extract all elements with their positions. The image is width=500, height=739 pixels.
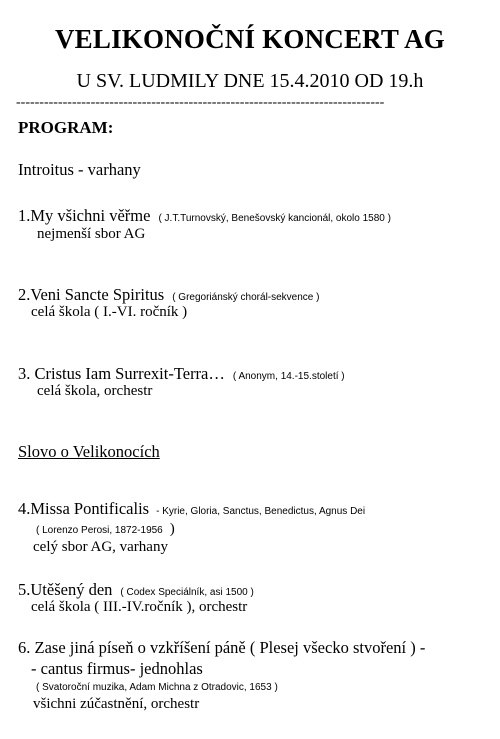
program-item-3 (18, 364, 345, 384)
item-title: 1.My všichni věřme (18, 206, 151, 225)
item-performers: celá škola, orchestr (37, 383, 153, 399)
item-performers: celá škola ( I.-VI. ročník ) (31, 304, 188, 320)
item-note: ( Lorenzo Perosi, 1872-1956 (36, 525, 163, 536)
item-note: ( Anonym, 14.-15.století ) (232, 371, 345, 382)
concert-date-venue: U SV. LUDMILY DNE 15.4.2010 OD 19.h (76, 70, 424, 92)
program-item-4 (18, 499, 365, 519)
item-note: - Kyrie, Gloria, Sanctus, Benedictus, Agnus Dei (156, 506, 366, 517)
item-note-secondary (36, 520, 175, 538)
item-note: ( Codex Speciálník, asi 1500 ) (120, 587, 254, 598)
item-title-continuation: - cantus firmus- jednohlas (31, 659, 203, 678)
item-title: 6. Zase jiná píseň o vzkříšení páně ( Plesej všecko stvoření ) - (18, 638, 426, 657)
program-item-1 (18, 206, 391, 226)
item-title: 3. Cristus Iam Surrexit-Terra… (18, 364, 225, 383)
program-heading: PROGRAM: (18, 118, 114, 137)
item-performers: nejmenší sbor AG (37, 226, 146, 242)
dashed-divider: ------------------------------------------------------------------------------- (16, 95, 385, 110)
program-item-2 (18, 285, 319, 305)
concert-title: VELIKONOČNÍ KONCERT AG (54, 24, 446, 54)
item-note: ( J.T.Turnovský, Benešovský kancionál, okolo 1580 ) (158, 213, 391, 224)
item-note: ) (169, 521, 175, 537)
item-title: 5.Utěšený den (18, 580, 113, 599)
item-note: ( Gregoriánský chorál-sekvence ) (172, 292, 320, 303)
item-note: ( Svatoroční muzika, Adam Michna z Otradovic, 1653 ) (36, 682, 278, 693)
item-performers: všichni zúčastnění, orchestr (33, 696, 200, 712)
item-performers: celá škola ( III.-IV.ročník ), orchestr (31, 599, 248, 615)
intro-item: Introitus - varhany (18, 160, 141, 179)
slovo-heading: Slovo o Velikonocích (18, 442, 160, 461)
program-item-5 (18, 580, 254, 600)
item-title: 4.Missa Pontificalis (18, 499, 150, 518)
item-title: 2.Veni Sancte Spiritus (18, 285, 165, 304)
item-performers: celý sbor AG, varhany (33, 539, 168, 555)
